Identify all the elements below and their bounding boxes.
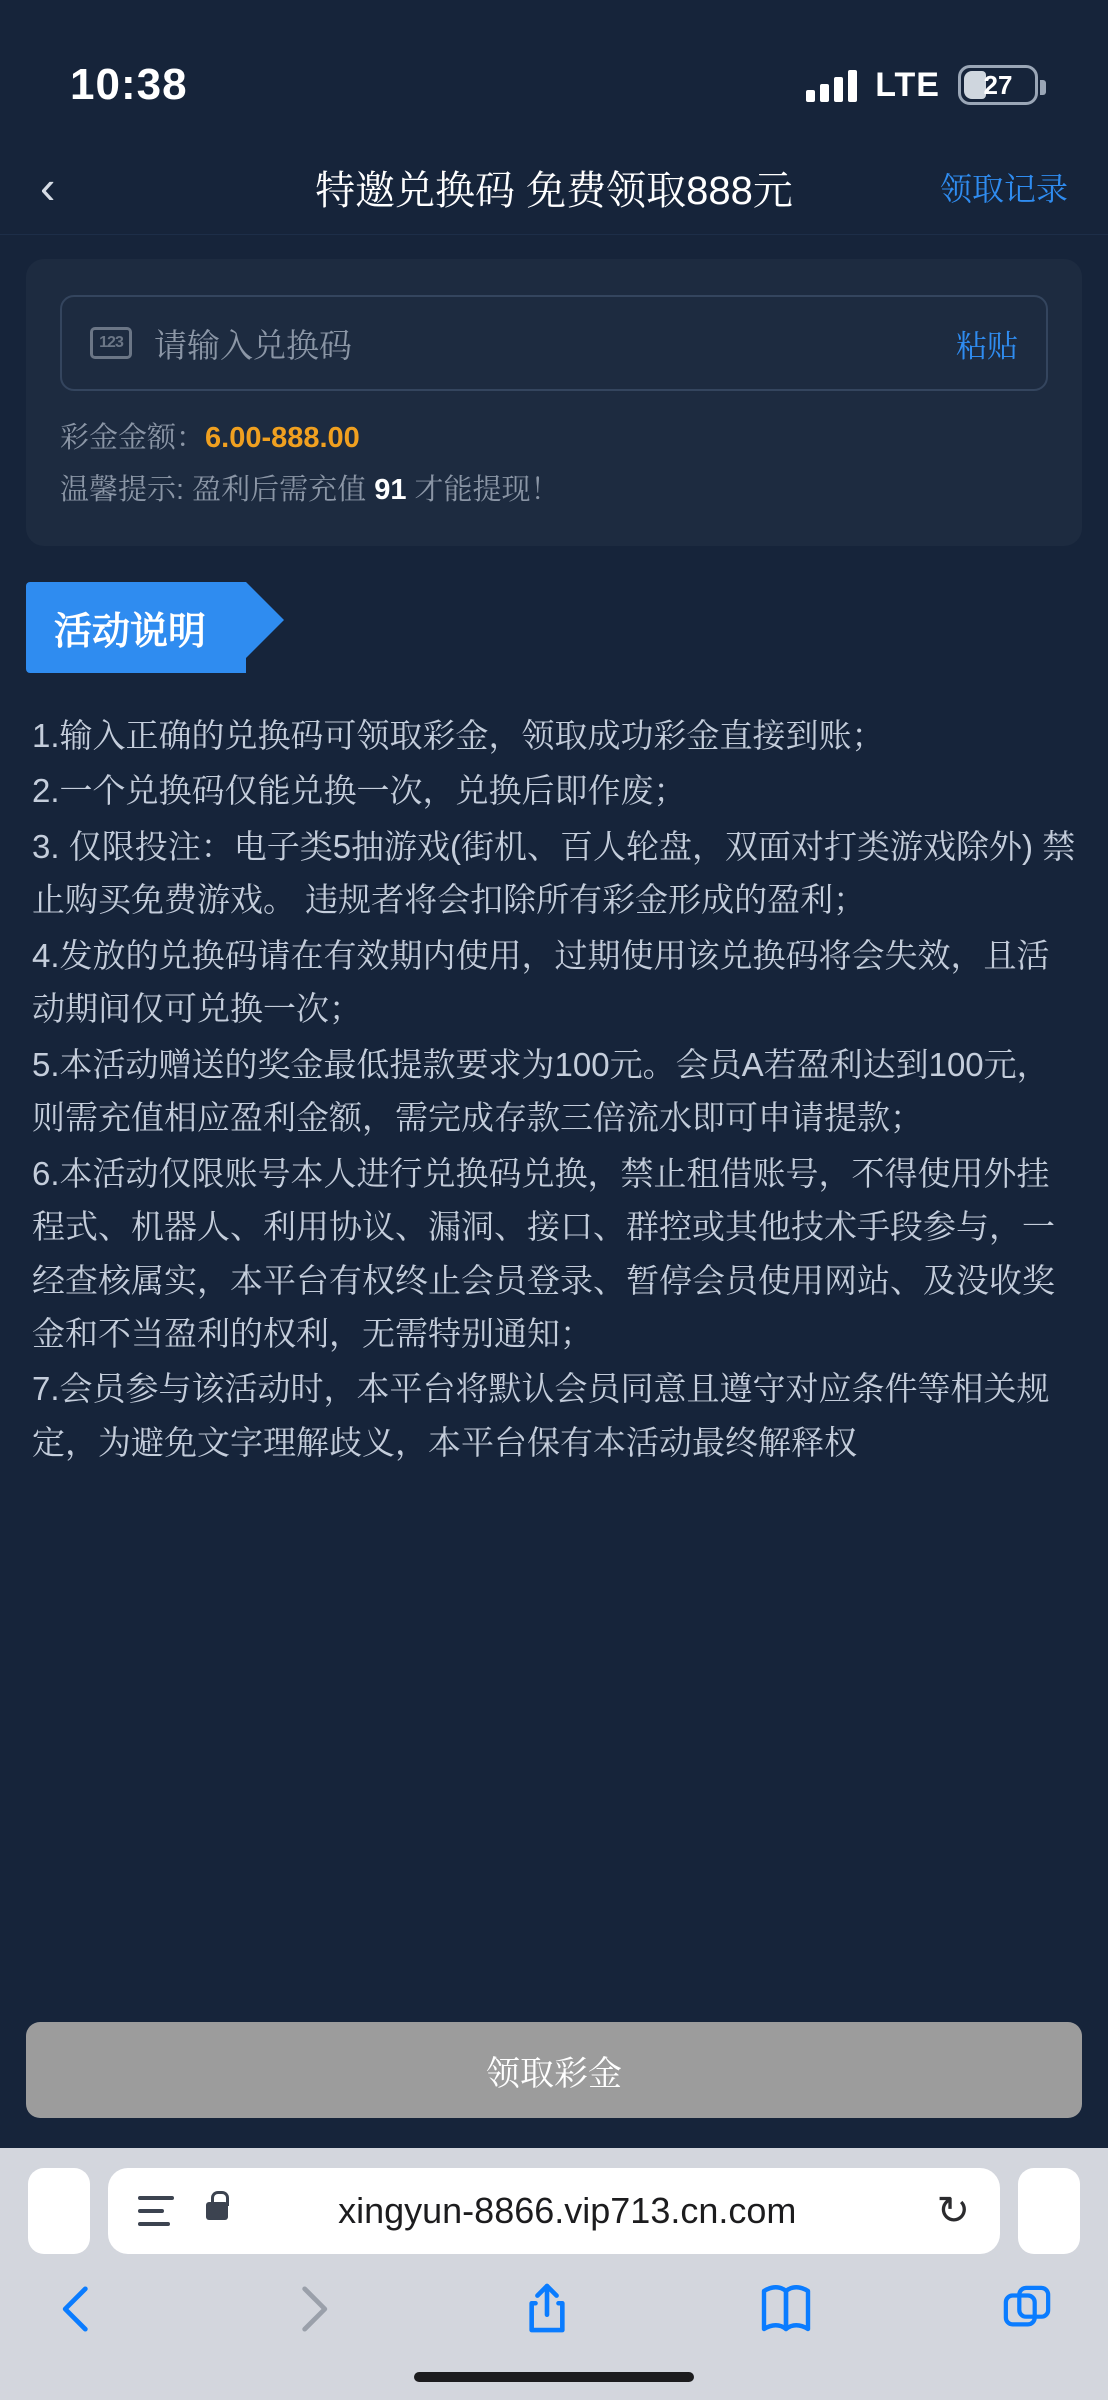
rule-item: 2.一个兑换码仅能兑换一次，兑换后即作废； [32, 772, 687, 810]
code-123-icon: 123 [90, 327, 132, 359]
bonus-amount-value: 6.00-888.00 [205, 422, 360, 454]
signal-bars-icon [806, 68, 857, 102]
address-bar[interactable] [108, 2168, 1000, 2254]
action-bar [0, 1996, 1108, 2148]
browser-chrome [0, 2148, 1108, 2400]
rule-item: 1.输入正确的兑换码可领取彩金，领取成功彩金直接到账； [32, 717, 885, 754]
page-navbar [0, 140, 1108, 235]
previous-tab-chip[interactable] [28, 2168, 90, 2254]
share-icon[interactable] [524, 2282, 570, 2336]
rules-body [26, 709, 1082, 1469]
rules-section [26, 582, 1082, 1469]
claim-records-link[interactable]: 领取记录 [939, 171, 1068, 207]
url-text: xingyun-8866.vip713.cn.com [338, 2190, 797, 2231]
rule-item: 3. 仅限投注：电子类5抽游戏(街机、百人轮盘，双面对打类游戏除外) 禁止购买免费游戏。 违规者将会扣除所有彩金形成的盈利； [32, 827, 1076, 919]
paste-button[interactable]: 粘贴 [956, 328, 1018, 364]
battery-icon [958, 65, 1038, 105]
url-bar-row [0, 2168, 1108, 2254]
reader-view-icon[interactable] [138, 2196, 174, 2226]
tabs-icon[interactable] [1002, 2283, 1052, 2335]
page-content [0, 235, 1108, 1996]
rule-item: 7.会员参与该活动时，本平台将默认会员同意且遵守对应条件等相关规定，为避免文字理解歧义，本平台保有本活动最终解释权 [32, 1370, 1050, 1461]
chevron-left-icon[interactable]: ‹ [40, 161, 56, 213]
status-time: 10:38 [70, 60, 188, 109]
browser-toolbar [0, 2254, 1108, 2354]
lock-icon [206, 2202, 228, 2220]
rules-tag: 活动说明 [26, 582, 246, 673]
bonus-amount-row [60, 417, 1048, 461]
book-icon[interactable] [760, 2282, 812, 2336]
withdraw-tip-value: 91 [374, 473, 407, 506]
forward-arrow-icon [290, 2283, 334, 2335]
next-tab-chip[interactable] [1018, 2168, 1080, 2254]
status-bar [0, 0, 1108, 140]
redeem-code-input[interactable] [60, 295, 1048, 391]
network-type-label: LTE [875, 65, 940, 104]
reload-icon[interactable]: ↻ [936, 2189, 970, 2233]
withdraw-tip-label: 温馨提示: 盈利后需充值 [60, 473, 367, 506]
redeem-card [26, 259, 1082, 546]
bonus-amount-label: 彩金金额： [60, 422, 206, 454]
battery-percent: 27 [983, 69, 1013, 100]
rule-item: 4.发放的兑换码请在有效期内使用，过期使用该兑换码将会失效，且活动期间仅可兑换一次； [32, 936, 1050, 1028]
page-title: 特邀兑换码 免费领取888元 [315, 168, 793, 213]
withdraw-tip-suffix: 才能提现！ [414, 473, 560, 506]
claim-bonus-button[interactable]: 领取彩金 [26, 2022, 1082, 2118]
redeem-code-placeholder: 请输入兑换码 [154, 326, 352, 364]
rule-item: 5.本活动赠送的奖金最低提款要求为100元。会员A若盈利达到100元，则需充值相应盈利金额，需完成存款三倍流水即可申请提款； [32, 1045, 1050, 1137]
rule-item: 6.本活动仅限账号本人进行兑换码兑换，禁止租借账号，不得使用外挂程式、机器人、利用协议、漏洞、接口、群控或其他技术手段参与，一经查核属实，本平台有权终止会员登录、暂停会员使用网站、及没收奖金和不当盈利的权利，无需特别通知； [32, 1154, 1055, 1352]
withdraw-tip-row [60, 469, 1048, 513]
home-indicator [0, 2354, 1108, 2400]
status-indicators [806, 65, 1038, 105]
back-arrow-icon[interactable] [56, 2283, 100, 2335]
